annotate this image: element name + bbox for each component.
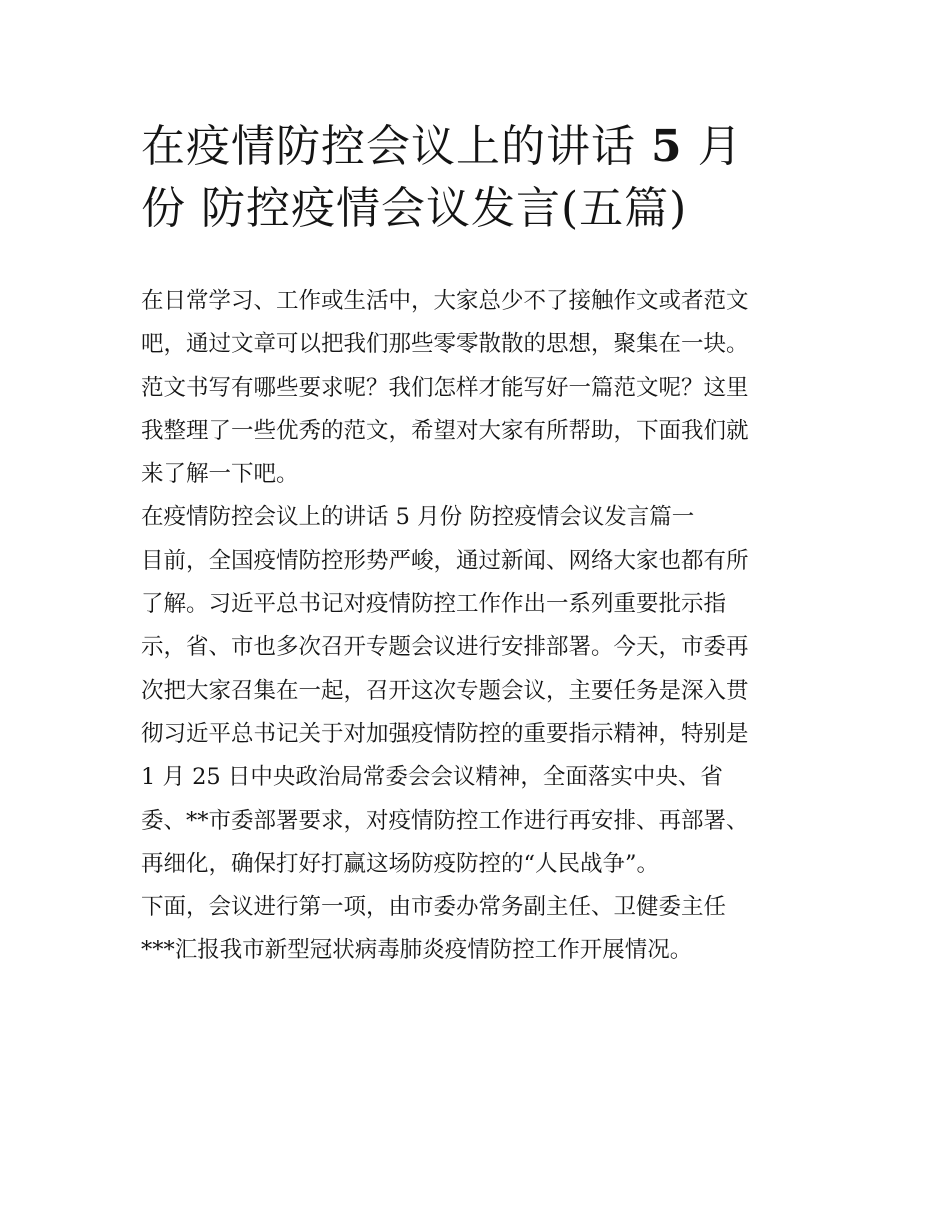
text-line: 1 月 25 日中央政治局常委会会议精神，全面落实中央、省 <box>141 764 723 791</box>
body-paragraph <box>141 540 821 886</box>
title-text: 月 <box>697 121 743 172</box>
text-line: 在疫情防控会议上的讲话 5 月份 防控疫情会议发言篇一 <box>141 504 695 531</box>
document-title <box>141 116 821 240</box>
text-line: 了解。习近平总书记对疫情防控工作作出一系列重要批示指 <box>141 591 727 618</box>
body-paragraph <box>141 886 821 973</box>
text-line: 来了解一下吧。 <box>141 461 299 488</box>
text-line: 范文书写有哪些要求呢？我们怎样才能写好一篇范文呢？这里 <box>141 374 749 401</box>
text-line: 下面，会议进行第一项，由市委办常务副主任、卫健委主任 <box>141 894 727 921</box>
text-line: 彻习近平总书记关于对加强疫情防控的重要指示精神，特别是 <box>141 720 749 747</box>
text-line: 我整理了一些优秀的范文，希望对大家有所帮助，下面我们就 <box>141 417 749 444</box>
title-line-1 <box>141 116 821 178</box>
text-line: 在日常学习、工作或生活中，大家总少不了接触作文或者范文 <box>141 288 749 314</box>
text-line: 目前，全国疫情防控形势严峻，通过新闻、网络大家也都有所 <box>141 547 749 574</box>
document-body <box>141 280 821 973</box>
text-line: 吧，通过文章可以把我们那些零零散散的思想，聚集在一块。 <box>141 331 749 358</box>
text-line: 示，省、市也多次召开专题会议进行安排部署。今天，市委再 <box>141 634 749 661</box>
text-line: ***汇报我市新型冠状病毒肺炎疫情防控工作开展情况。 <box>141 937 693 964</box>
title-number: 5 <box>651 121 683 172</box>
title-text: 在疫情防控会议上的讲话 <box>141 121 636 172</box>
text-line: 委、**市委部署要求，对疫情防控工作进行再安排、再部署、 <box>141 807 749 834</box>
text-line: 次把大家召集在一起，召开这次专题会议，主要任务是深入贯 <box>141 677 749 704</box>
title-line-2: 份 防控疫情会议发言(五篇) <box>141 183 688 234</box>
text-line: 再细化，确保打好打赢这场防疫防控的“人民战争”。 <box>141 850 660 877</box>
section-heading <box>141 496 821 539</box>
intro-paragraph <box>141 280 821 496</box>
